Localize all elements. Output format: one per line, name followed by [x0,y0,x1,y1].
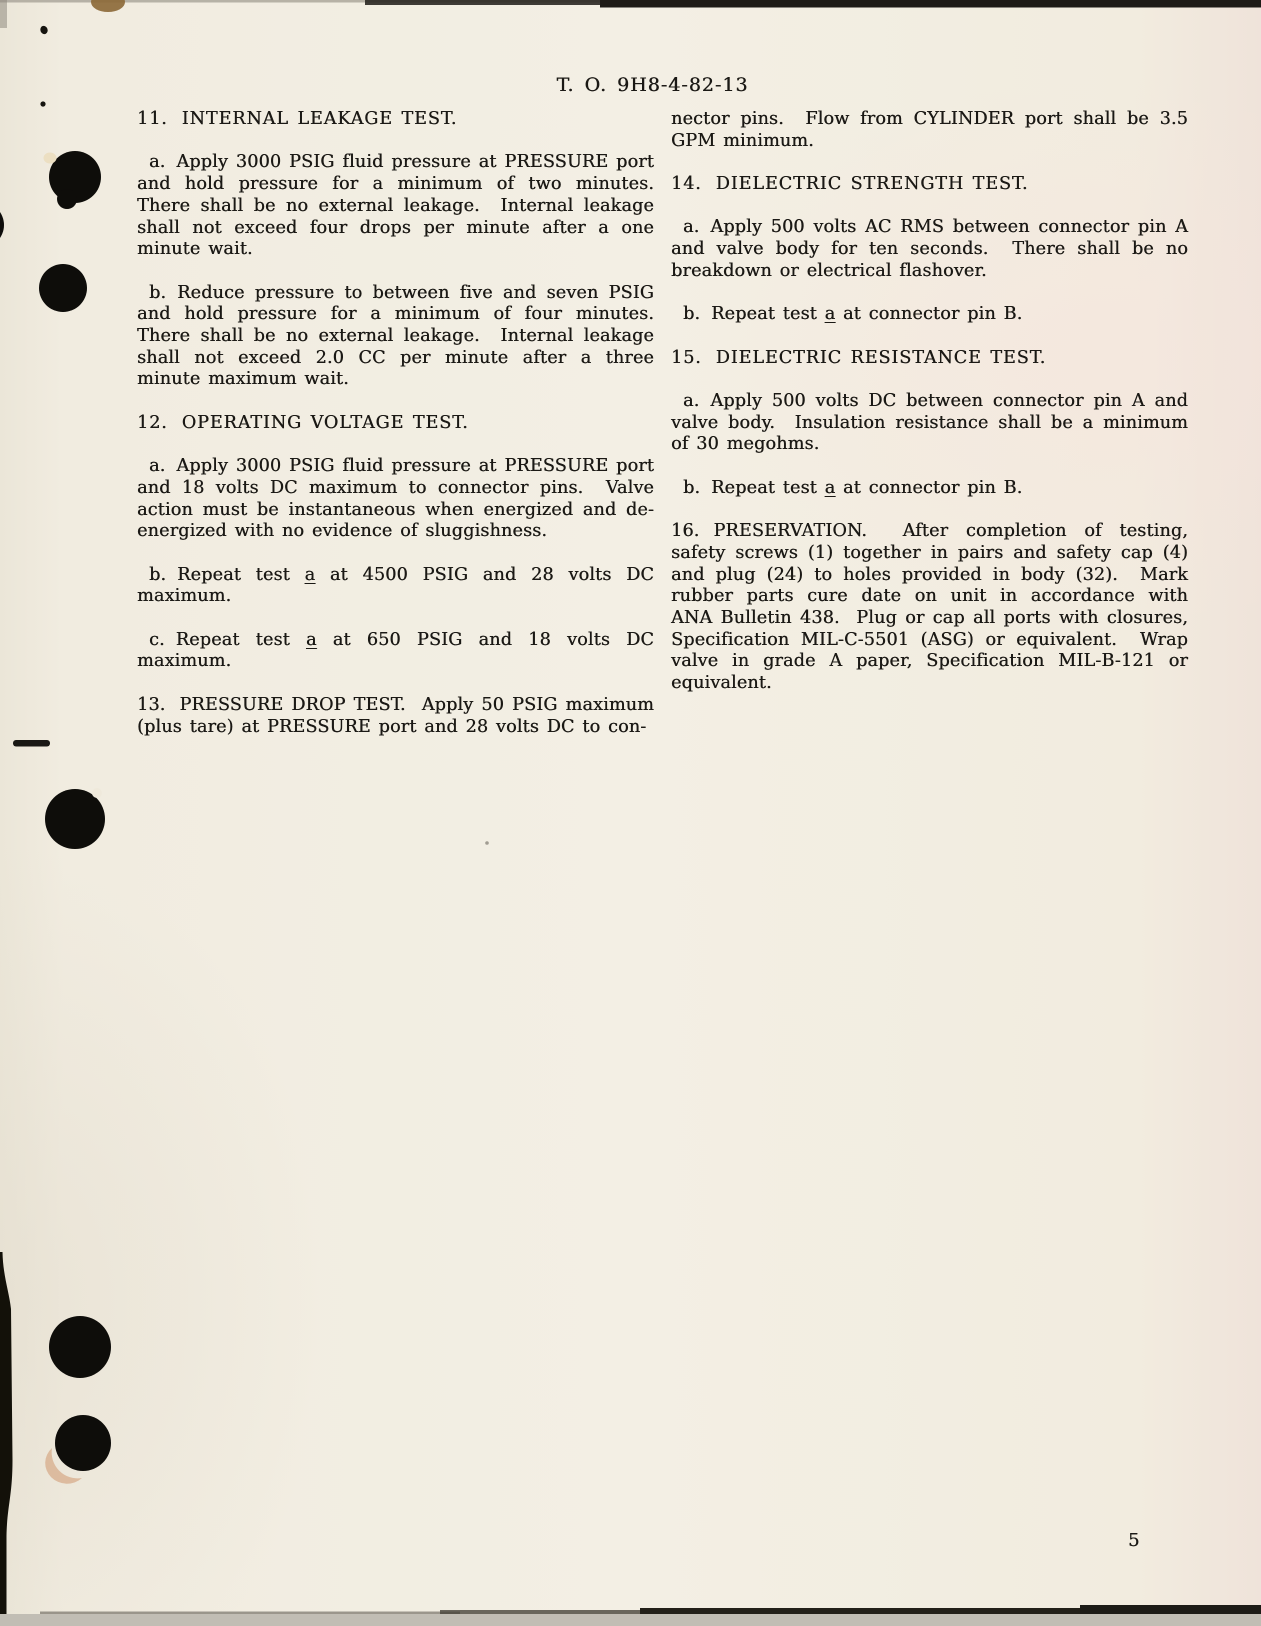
paragraph-text: PRESSURE DROP TEST. Apply 50 PSIG maximum (plus tare) at PRESSURE port and 28 volts DC to con- [137,694,662,737]
section-number: 12. [137,412,168,433]
paragraph-text: PRESERVATION. After completion of testing, safety screws (1) together in pairs and safety cap (4) and plug (24) to holes provided in body (32). Mark rubber parts cure date on unit in accordance with ANA Bulletin 438. Plug or cap all ports with closures, Specification MIL-C-5501 (ASG) or equivalent. Wrap valve in grade A paper, Specification MIL-B-121 or equivalent. [671,521,1196,694]
section-12-para-a [137,456,662,543]
punch-hole-mark [39,264,87,312]
underlined-reference: a [824,304,836,325]
bottom-edge-shadow [1080,1605,1261,1614]
paper-chip [92,788,102,798]
section-15-para-a [671,391,1196,456]
section-title: INTERNAL LEAKAGE TEST. [181,109,458,129]
section-title: DIELECTRIC RESISTANCE TEST. [715,347,1047,368]
paragraph-text: Repeat test [175,629,306,650]
right-column [671,109,1196,695]
section-14-heading [671,174,1188,196]
page-number: 5 [1128,1530,1140,1551]
item-label: b. [683,304,701,325]
bottom-edge-shadow [440,1610,700,1614]
item-label: a. [683,217,700,238]
bottom-edge-shadow [0,1614,1261,1626]
ink-speck [39,25,49,35]
section-13-continued-paragraph [671,109,1196,152]
smudge-mark [91,0,125,12]
paper-chip [44,153,57,164]
section-12-para-c [137,629,662,673]
section-12-heading [137,413,654,435]
underlined-reference: a [304,564,316,585]
ink-speck [485,841,489,845]
section-number: 16. [671,521,700,542]
item-label: a. [149,152,166,173]
section-13-paragraph [137,694,662,738]
paragraph-text: Apply 3000 PSIG fluid pressure at PRESSURE port and hold pressure for a minimum of two minutes. There shall be no external leakage. Internal leakage shall not exceed four drops per minute after a one minute wait. [137,152,670,260]
item-label: b. [149,564,167,585]
bottom-edge-shadow [40,1612,460,1615]
paragraph-text: Repeat test [711,304,825,325]
item-label: b. [149,282,167,303]
punch-hole-mark [49,151,101,203]
section-14-para-b [671,304,1188,326]
item-label: c. [149,629,165,650]
underlined-reference: a [305,629,317,650]
underlined-reference: a [824,477,836,498]
section-15-para-b [671,478,1188,500]
paragraph-text: at connector pin B. [835,477,1023,498]
section-11-para-b [137,282,670,392]
section-12-para-b [137,564,662,608]
section-11-para-a [137,152,670,261]
stray-mark [13,740,50,747]
section-number: 11. [137,109,168,129]
section-title: DIELECTRIC STRENGTH TEST. [715,174,1029,195]
section-number: 14. [671,174,702,195]
edge-hole-sliver [0,202,4,248]
paragraph-text: Apply 500 volts AC RMS between connector pin A and valve body for ten seconds. There shall be no breakdown or electrical flashover. [671,217,1196,281]
punch-hole-mark [57,189,77,209]
top-edge-shadow [0,0,1261,3]
punch-hole-mark [55,1415,111,1471]
top-edge-shadow [365,0,1261,5]
section-title: OPERATING VOLTAGE TEST. [181,412,469,433]
paragraph-text: at connector pin B. [835,304,1023,325]
paragraph-text: at 4500 PSIG and 28 volts DC maximum. [137,564,662,607]
tan-smudge [45,1448,82,1484]
section-number: 15. [671,347,702,368]
section-16-paragraph [671,521,1196,695]
ink-speck [40,101,45,106]
section-15-heading [671,348,1188,370]
paragraph-text: Apply 3000 PSIG fluid pressure at PRESSURE port and 18 volts DC maximum to connector pins. Valve action must be instantaneous when energized and de-energized with no evidence of sluggishness. [137,456,662,542]
top-edge-shadow [600,0,1261,8]
item-label: a. [149,456,166,477]
left-column [137,109,670,738]
punch-hole-mark [49,1316,111,1378]
punch-hole-mark [45,789,105,849]
paragraph-text: nector pins. Flow from CYLINDER port shall be 3.5 GPM minimum. [671,109,1196,151]
paragraph-text: Reduce pressure to between five and seven PSIG and hold pressure for a minimum of four minutes. There shall be no external leakage. Internal leakage shall not exceed 2.0 CC per minute after a three minute maximum wait. [137,282,670,390]
section-14-para-a [671,217,1196,282]
section-11-heading [137,109,654,131]
paragraph-text: Apply 500 volts DC between connector pin A and valve body. Insulation resistance shall be a minimum of 30 megohms. [671,391,1196,455]
left-edge-shadow [0,1252,13,1626]
item-label: b. [683,477,701,498]
document-number-header: T. O. 9H8-4-82-13 [556,74,749,96]
paragraph-text: Repeat test [177,564,305,585]
section-number: 13. [137,694,166,715]
item-label: a. [683,391,700,412]
top-left-corner-shadow [0,0,7,28]
paragraph-text: Repeat test [711,477,825,498]
bottom-edge-shadow [640,1608,1261,1614]
paragraph-text: at 650 PSIG and 18 volts DC maximum. [137,629,662,672]
